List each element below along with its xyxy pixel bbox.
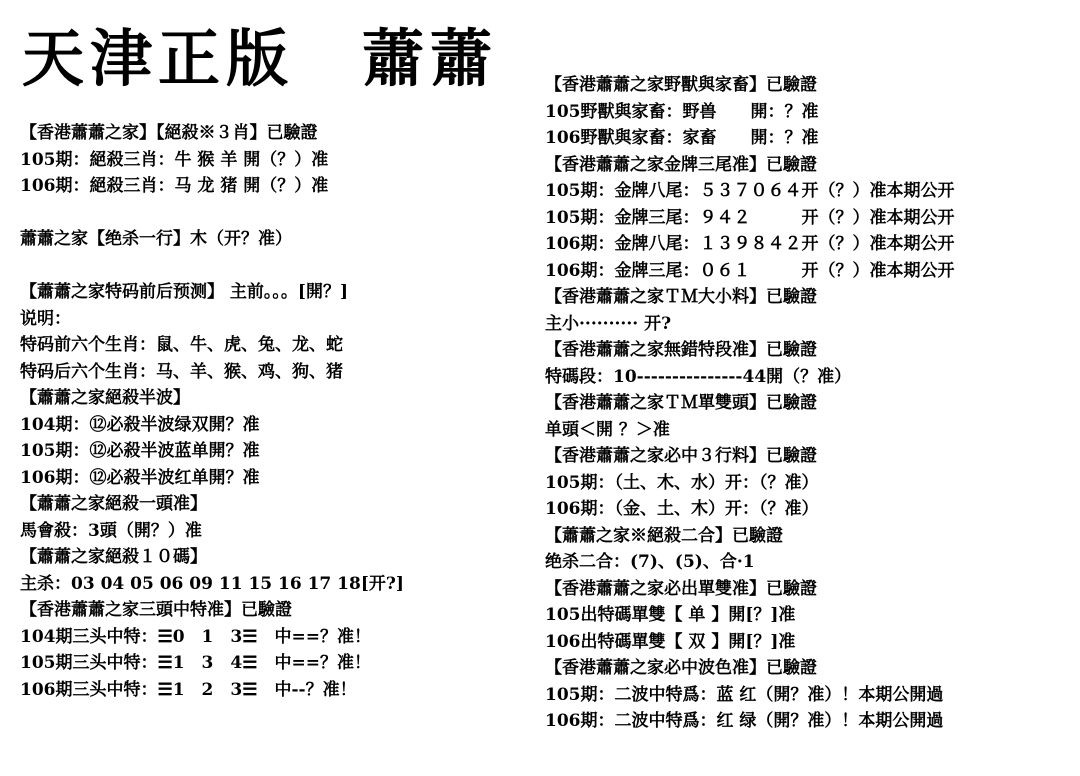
left-text-line: 特码前六个生肖：鼠、牛、虎、兔、龙、蛇 (20, 335, 343, 355)
right-text-line: 105期：金牌八尾：５３７０６４开（？）准本期公开 (545, 181, 955, 201)
left-text-line: 【蕭蕭之家絕殺半波】 (20, 388, 190, 408)
left-text-line: 106期三头中特：☰1 2 3☰ 中--？准！ (20, 679, 357, 700)
left-text-line: 【蕭蕭之家特码前后预测】 主前。。。[開？] (20, 282, 349, 302)
right-text-line: 105野獸與家畜：野兽 開：？准 (545, 101, 819, 122)
right-text-line: 主小·········· 开? (545, 313, 672, 334)
right-text-line: 106期：金牌三尾：０６１ 开（？）准本期公开 (545, 260, 955, 281)
right-text-line: 105出特碼單雙【 单 】開[？]准 (545, 605, 796, 625)
right-text-line: 【香港蕭蕭之家金牌三尾准】已驗證 (545, 154, 817, 175)
left-text-line: 蕭蕭之家【绝杀一行】木（开？准） (20, 229, 292, 249)
right-text-line: 105期：金牌三尾：９４２ 开（？）准本期公开 (545, 207, 955, 228)
left-text-line: 106期：絕殺三肖：马 龙 猪 開（？）准 (20, 176, 329, 196)
right-text-line: 106期：金牌八尾：１３９８４２开（？）准本期公开 (545, 234, 955, 254)
right-text-line: 106出特碼單雙【 双 】開[？]准 (545, 631, 796, 652)
right-text-line: 105期：二波中特爲：蓝 红（開？准）！本期公開過 (545, 684, 944, 705)
left-text-line: 105期：⑫必殺半波蓝单開？准 (20, 441, 260, 461)
right-text-line: 106野獸與家畜：家畜 開：？准 (545, 128, 819, 148)
left-text-line: 【香港蕭蕭之家三頭中特准】已驗證 (20, 600, 292, 620)
left-text-line: 馬會殺：3頭（開？）准 (20, 520, 202, 541)
left-text-line: 【蕭蕭之家絕殺１０碼】 (20, 547, 207, 567)
left-text-line: 104期三头中特：☰0 1 3☰ 中==？准！ (20, 626, 371, 647)
left-text-line: 105期三头中特：☰1 3 4☰ 中==？准！ (20, 653, 371, 673)
right-text-line: 105期：（土、木、水）开：（？准） (545, 472, 819, 493)
page-title: 天津正版 蕭蕭 (22, 22, 499, 95)
left-text-line: 【香港蕭蕭之家】【絕殺※３肖】已驗證 (20, 123, 318, 143)
left-text-line: 主杀：03 04 05 06 09 11 15 16 17 18[开?] (20, 573, 404, 594)
left-text-line: 105期：絕殺三肖：牛 猴 羊 開（？）准 (20, 149, 329, 170)
right-text-line: 106期：二波中特爲：红 绿（開？准）！本期公開過 (545, 711, 944, 731)
left-text-line (20, 253, 530, 280)
left-text-line: 特码后六个生肖：马、羊、猴、鸡、狗、猪 (20, 361, 343, 382)
right-text-line: 【蕭蕭之家※絕殺二合】已驗證 (545, 525, 783, 546)
right-text-line: 【香港蕭蕭之家ＴＭ單雙頭】已驗證 (545, 393, 817, 413)
left-text-line: 说明： (20, 308, 71, 329)
right-text-line: 106期：（金、土、木）开：（？准） (545, 499, 819, 519)
right-column (545, 72, 1075, 735)
left-text-line (20, 200, 530, 227)
right-text-line: 【香港蕭蕭之家野獸與家畜】已驗證 (545, 75, 817, 95)
right-text-line: 绝杀二合：(7)、(5)、合·1 (545, 552, 755, 572)
left-text-line: 104期：⑫必殺半波绿双開？准 (20, 414, 260, 435)
right-text-line: 特碼段：10---------------44開（？准） (545, 366, 852, 387)
left-column (20, 120, 530, 703)
right-text-line: 【香港蕭蕭之家必出單雙准】已驗證 (545, 578, 817, 599)
right-text-line: 【香港蕭蕭之家必中３行料】已驗證 (545, 446, 817, 466)
right-text-line: 【香港蕭蕭之家無錯特段准】已驗證 (545, 340, 817, 360)
right-text-line: 单頭＜開 ？＞准 (545, 419, 670, 440)
left-text-line: 【蕭蕭之家絕殺一頭准】 (20, 494, 207, 514)
right-text-line: 【香港蕭蕭之家必中波色准】已驗證 (545, 658, 817, 678)
right-text-line: 【香港蕭蕭之家ＴＭ大小料】已驗證 (545, 287, 817, 307)
left-text-line: 106期：⑫必殺半波红单開？准 (20, 467, 260, 488)
